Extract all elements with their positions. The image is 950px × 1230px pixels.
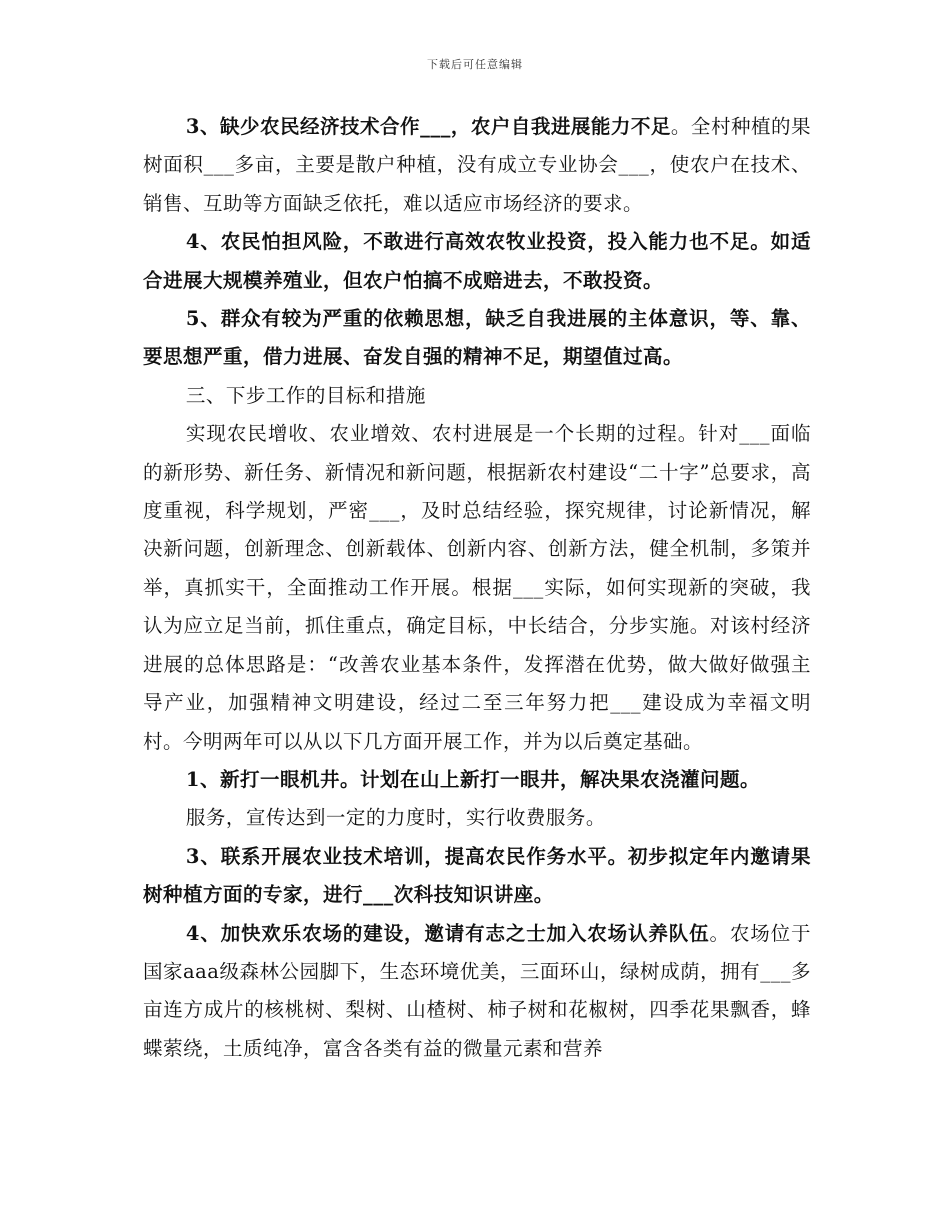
section-heading-next-steps	[143, 377, 811, 415]
paragraph-happy-farm	[143, 915, 811, 1069]
paragraph-run: 。农场位于国家aaa级森林公园脚下，生态环境优美，三面环山，绿树成荫，拥有___多亩连方成片的核桃树、梨树、山楂树、柿子树和花椒树，四季花果飘香，蜂蝶萦绕，土质纯净，富含各类有益的微量元素和营养	[143, 921, 811, 1060]
paragraph-run: 4、加快欢乐农场的建设，邀请有志之士加入农场认养队伍	[185, 921, 710, 945]
paragraph-dependency	[143, 300, 811, 377]
paragraph-run: 。全村种植的果树面积___多亩，主要是散户种植，没有成立专业协会___，使农户在技术、销售、互助等方面缺乏依托，难以适应市场经济的要求。	[143, 115, 811, 215]
paragraph-run: 1、新打一眼机井。计划在山上新打一眼井，解决果农浇灌问题。	[185, 767, 760, 791]
paragraph-run: 4、农民怕担风险，不敢进行高效农牧业投资，投入能力也不足。如适合进展大规模养殖业，但农户怕搞不成赔进去，不敢投资。	[143, 230, 811, 292]
paragraph-run: 实现农民增收、农业增效、农村进展是一个长期的过程。针对___面临的新形势、新任务、新情况和新问题，根据新农村建设“二十字”总要求，高度重视，科学规划，严密___，及时总结经验，探究规律，讨论新情况，解决新问题，创新理念、创新载体、创新内容、创新方法，健全机制，多策并举，真抓实干，全面推动工作开展。根据___实际，如何实现新的突破，我认为应立足当前，抓住重点，确定目标，中长结合，分步实施。对该村经济进展的总体思路是：“改善农业基本条件，发挥潜在优势，做大做好做强主导产业，加强精神文明建设，经过二至三年努力把___建设成为幸福文明村。今明两年可以从以下几方面开展工作，并为以后奠定基础。	[143, 422, 811, 753]
paragraph-lack-cooperation	[143, 108, 811, 223]
paragraph-run: 3、缺少农民经济技术合作___，农户自我进展能力不足	[185, 115, 671, 138]
paragraph-run: 服务，宣传达到一定的力度时，实行收费服务。	[185, 806, 606, 830]
page-header: 下载后可任意编辑	[427, 58, 523, 71]
document-body	[143, 108, 811, 1068]
paragraph-run: 3、联系开展农业技术培训，提高农民作务水平。初步拟定年内邀请果树种植方面的专家，进行___次科技知识讲座。	[143, 844, 811, 907]
paragraph-overall-plan	[143, 415, 811, 761]
paragraph-service	[143, 799, 811, 837]
paragraph-new-well	[143, 761, 811, 799]
paragraph-run: 三、下步工作的目标和措施	[185, 383, 426, 407]
paragraph-risk-aversion	[143, 223, 811, 300]
paragraph-training	[143, 838, 811, 915]
paragraph-run: 5、群众有较为严重的依赖思想，缺乏自我进展的主体意识，等、靠、要思想严重，借力进展、奋发自强的精神不足，期望值过高。	[143, 307, 811, 369]
